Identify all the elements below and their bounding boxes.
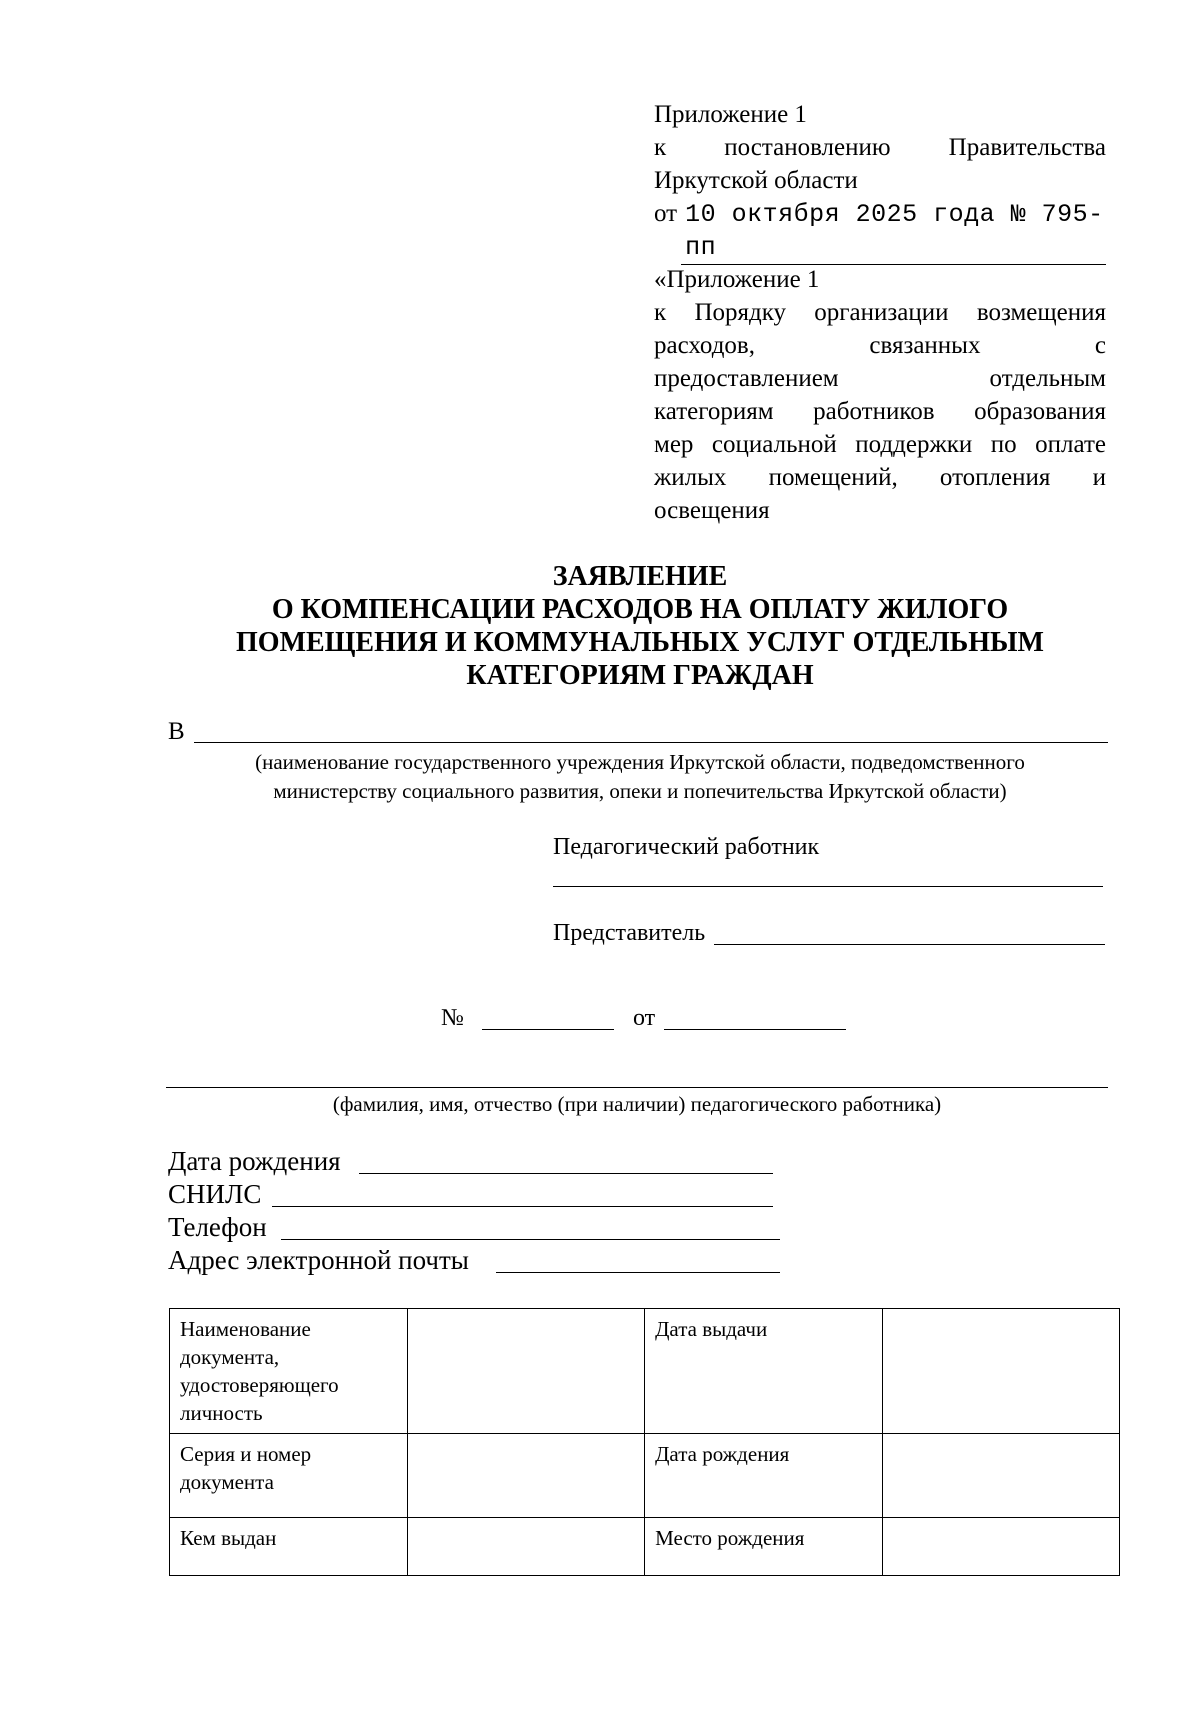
sub-appendix-line: к Порядку организации возмещения (654, 299, 1106, 326)
table-label-cell: Наименование документа, удостоверяющего личность (170, 1309, 408, 1434)
snils-input-line[interactable] (272, 1206, 773, 1207)
appendix-sub (654, 263, 1106, 527)
recipient-note (170, 748, 1110, 806)
recipient-prefix: В (168, 718, 185, 745)
registration-date-input-line[interactable] (664, 1029, 846, 1030)
sub-appendix-line: освещения (654, 497, 770, 524)
representative-input-line[interactable] (714, 944, 1105, 945)
title-line: ЗАЯВЛЕНИЕ (552, 561, 728, 592)
recipient-note-line: (наименование государственного учреждения Иркутской области, подведомственного (255, 750, 1025, 774)
table-input-cell[interactable] (407, 1309, 644, 1434)
sub-appendix-line: предоставлением отдельным (654, 365, 1106, 392)
table-row (170, 1309, 1120, 1434)
birth-date-input-line[interactable] (359, 1173, 773, 1174)
table-input-cell[interactable] (407, 1434, 644, 1518)
registration-date-label: от (633, 1005, 656, 1031)
worker-input-line[interactable] (553, 886, 1103, 887)
sub-appendix-line: категориям работников образования (654, 398, 1106, 425)
sub-appendix-line: жилых помещений, отопления и (654, 464, 1106, 491)
recipient-input-line[interactable] (194, 742, 1108, 743)
appendix-title: Приложение 1 (654, 101, 807, 128)
registration-number-input-line[interactable] (482, 1029, 614, 1030)
recipient-note-line: министерству социального развития, опеки и попечительства Иркутской области) (273, 779, 1007, 803)
sub-appendix-line: мер социальной поддержки по оплате (654, 431, 1106, 458)
resolution-date: 10 октября 2025 года № 795-пп (681, 198, 1106, 265)
table-label-cell: Дата выдачи (645, 1309, 883, 1434)
fio-note: (фамилия, имя, отчество (при наличии) педагогического работника) (332, 1092, 942, 1116)
table-label-cell: Кем выдан (170, 1518, 408, 1576)
table-input-cell[interactable] (882, 1309, 1119, 1434)
title-line: ПОМЕЩЕНИЯ И КОММУНАЛЬНЫХ УСЛУГ ОТДЕЛЬНЫМ (236, 627, 1044, 658)
phone-input-line[interactable] (281, 1239, 780, 1240)
birth-date-label: Дата рождения (168, 1146, 341, 1176)
appendix-region: Иркутской области (654, 167, 858, 194)
id-document-table (169, 1308, 1120, 1576)
worker-label: Педагогический работник (553, 834, 820, 860)
registration-number-label: № (441, 1005, 464, 1031)
table-input-cell[interactable] (882, 1518, 1119, 1576)
table-label-cell: Серия и номер документа (170, 1434, 408, 1518)
table-row (170, 1518, 1120, 1576)
email-field (168, 1244, 469, 1277)
personal-fields (168, 1145, 469, 1277)
table-row (170, 1434, 1120, 1518)
representative-label: Представитель (553, 920, 706, 946)
fio-input-line[interactable] (166, 1087, 1108, 1088)
snils-label: СНИЛС (168, 1179, 262, 1209)
appendix-date-line (654, 197, 1106, 265)
email-input-line[interactable] (496, 1272, 780, 1273)
table-label-cell: Дата рождения (645, 1434, 883, 1518)
table-label-cell: Место рождения (645, 1518, 883, 1576)
table-input-cell[interactable] (882, 1434, 1119, 1518)
appendix-resolution: к постановлению Правительства (654, 134, 1106, 161)
document-title (160, 560, 1120, 692)
date-prefix: от (654, 200, 678, 227)
appendix-header (654, 98, 1106, 265)
email-label: Адрес электронной почты (168, 1245, 469, 1275)
title-line: КАТЕГОРИЯМ ГРАЖДАН (466, 660, 814, 691)
phone-label: Телефон (168, 1212, 267, 1242)
sub-appendix-line: расходов, связанных с (654, 332, 1106, 359)
title-line: О КОМПЕНСАЦИИ РАСХОДОВ НА ОПЛАТУ ЖИЛОГО (271, 594, 1009, 625)
table-input-cell[interactable] (407, 1518, 644, 1576)
sub-appendix-title: «Приложение 1 (654, 266, 820, 293)
